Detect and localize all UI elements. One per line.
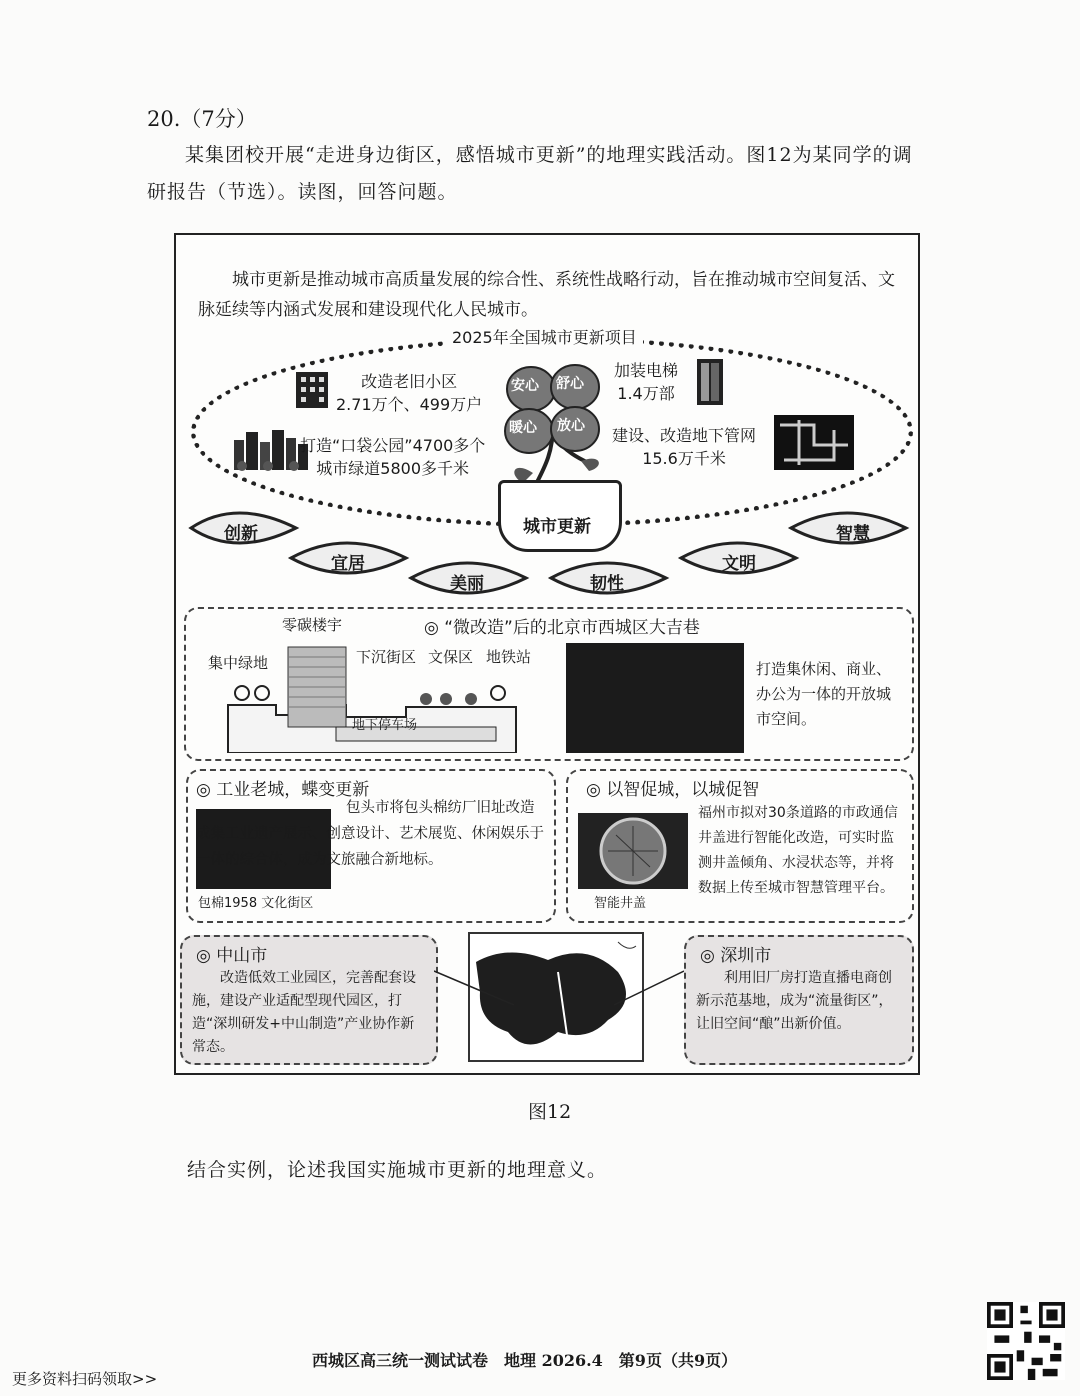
question-number: 20.（7分） [147, 107, 257, 131]
fuzhou-text: 福州市拟对30条道路的市政通信井盖进行智能化改造，可实时监测井盖倾角、水浸状态等，并将数据上传至城市智慧管理平台。 [698, 805, 898, 896]
stat-old-communities [336, 370, 482, 416]
leaves-row [176, 503, 918, 608]
stat-pocket-parks [300, 434, 485, 480]
label-green-space: 集中绿地 [208, 654, 269, 672]
shenzhen-title: ◎ 深圳市 [700, 946, 772, 966]
figure-caption: 图12 [528, 1101, 572, 1123]
oval-title: 2025年全国城市更新项目 [446, 325, 643, 348]
leaf-resilient: 韧性 [590, 574, 624, 594]
fuzhou-box [566, 769, 914, 923]
baotou-title-text: 工业老城，蝶变更新 [216, 780, 370, 800]
petal-3: 暖心 [509, 420, 537, 436]
baotou-photo-caption: 包棉1958 文化街区 [198, 896, 314, 911]
leaf-beautiful: 美丽 [450, 574, 484, 594]
question-prompt: 结合实例，论述我国实施城市更新的地理意义。 [187, 1159, 608, 1181]
map-pointer-lines [434, 965, 684, 1015]
leaf-civilized: 文明 [722, 554, 756, 574]
shenzhen-box [684, 935, 914, 1065]
figure-12 [174, 233, 920, 1075]
elevator-icon [695, 357, 725, 407]
baotou-title: ◎ 工业老城，蝶变更新 [196, 780, 370, 800]
stat-elevators-label: 加装电梯 [614, 361, 679, 380]
label-sunken-street: 下沉街区 [356, 648, 417, 666]
beijing-box [184, 607, 914, 761]
fuzhou-title: ◎ 以智促城，以城促智 [586, 780, 760, 800]
leaf-innovation: 创新 [224, 524, 258, 544]
zhongshan-box [180, 935, 438, 1065]
pot-label: 城市更新 [523, 517, 591, 537]
stat-pocket-parks-value: 城市绿道5800多千米 [316, 459, 470, 478]
city-park-icon [232, 428, 310, 472]
stat-elevators [614, 359, 678, 405]
pipe-network-icon [774, 415, 854, 470]
beijing-desc: 打造集休闲、商业、办公为一体的开放城市空间。 [756, 660, 892, 728]
label-metro-station: 地铁站 [486, 648, 532, 666]
shenzhen-title-text: 深圳市 [720, 946, 772, 966]
figure-intro-text: 城市更新是推动城市高质量发展的综合性、系统性战略行动，旨在推动城市空间复活、文脉延续等内涵式发展和建设现代化人民城市。 [198, 270, 895, 320]
manhole-cover-photo [578, 813, 688, 889]
label-zero-carbon: 零碳楼宇 [282, 616, 343, 634]
more-info-link[interactable]: 更多资料扫码领取>> [12, 1370, 158, 1388]
petal-4: 放心 [557, 418, 585, 434]
beijing-title-text: “微改造”后的北京市西城区大吉巷 [444, 618, 700, 638]
baotou-box [186, 769, 556, 923]
question-intro-line1: 某集团校开展“走进身边街区，感悟城市更新”的地理实践活动。图12为某同学的调 [185, 144, 913, 166]
zhongshan-title: ◎ 中山市 [196, 946, 268, 966]
stat-old-communities-label: 改造老旧小区 [361, 372, 458, 391]
shenzhen-text: 利用旧厂房打造直播电商创新示范基地，成为“流量街区”，让旧空间“酿”出新价值。 [696, 970, 893, 1032]
apartment-building-icon [292, 368, 332, 410]
petal-2: 舒心 [556, 376, 584, 392]
beijing-photo [566, 643, 744, 753]
baotou-text [196, 795, 546, 873]
qr-code-icon[interactable] [987, 1302, 1065, 1380]
zhongshan-title-text: 中山市 [216, 946, 268, 966]
stat-pipes-label: 建设、改造地下管网 [612, 426, 757, 445]
label-heritage-zone: 文保区 [428, 648, 474, 666]
petal-1: 安心 [511, 378, 539, 394]
leaf-smart: 智慧 [836, 524, 870, 544]
fuzhou-photo-caption: 智能井盖 [594, 896, 647, 911]
label-parking: 地下停车场 [352, 718, 418, 733]
stat-old-communities-value: 2.71万个、499万户 [336, 395, 483, 414]
baotou-text-body: 包头市将包头棉纺厂旧址改造成集工业遗产展示、创意设计、艺术展览、休闲娱乐于一体的综合体，成为文旅融合新地标。 [196, 800, 544, 868]
leaf-livable: 宜居 [331, 554, 365, 574]
question-intro-line2: 研报告（节选）。读图，回答问题。 [147, 181, 458, 203]
fuzhou-title-text: 以智促城，以城促智 [606, 780, 760, 800]
page-footer: 西城区高三统一测试试卷 地理 2026.4 第9页（共9页） [312, 1351, 738, 1370]
stat-pipes [612, 424, 756, 470]
zhongshan-text: 改造低效工业园区，完善配套设施，建设产业适配型现代园区，打造“深圳研发+中山制造”产业协作新常态。 [192, 970, 416, 1055]
stat-pipes-value: 15.6万千米 [642, 449, 726, 468]
stat-pocket-parks-label: 打造“口袋公园”4700多个 [300, 436, 486, 455]
beijing-title: ◎ “微改造”后的北京市西城区大吉巷 [424, 618, 700, 638]
stat-elevators-value: 1.4万部 [617, 384, 675, 403]
